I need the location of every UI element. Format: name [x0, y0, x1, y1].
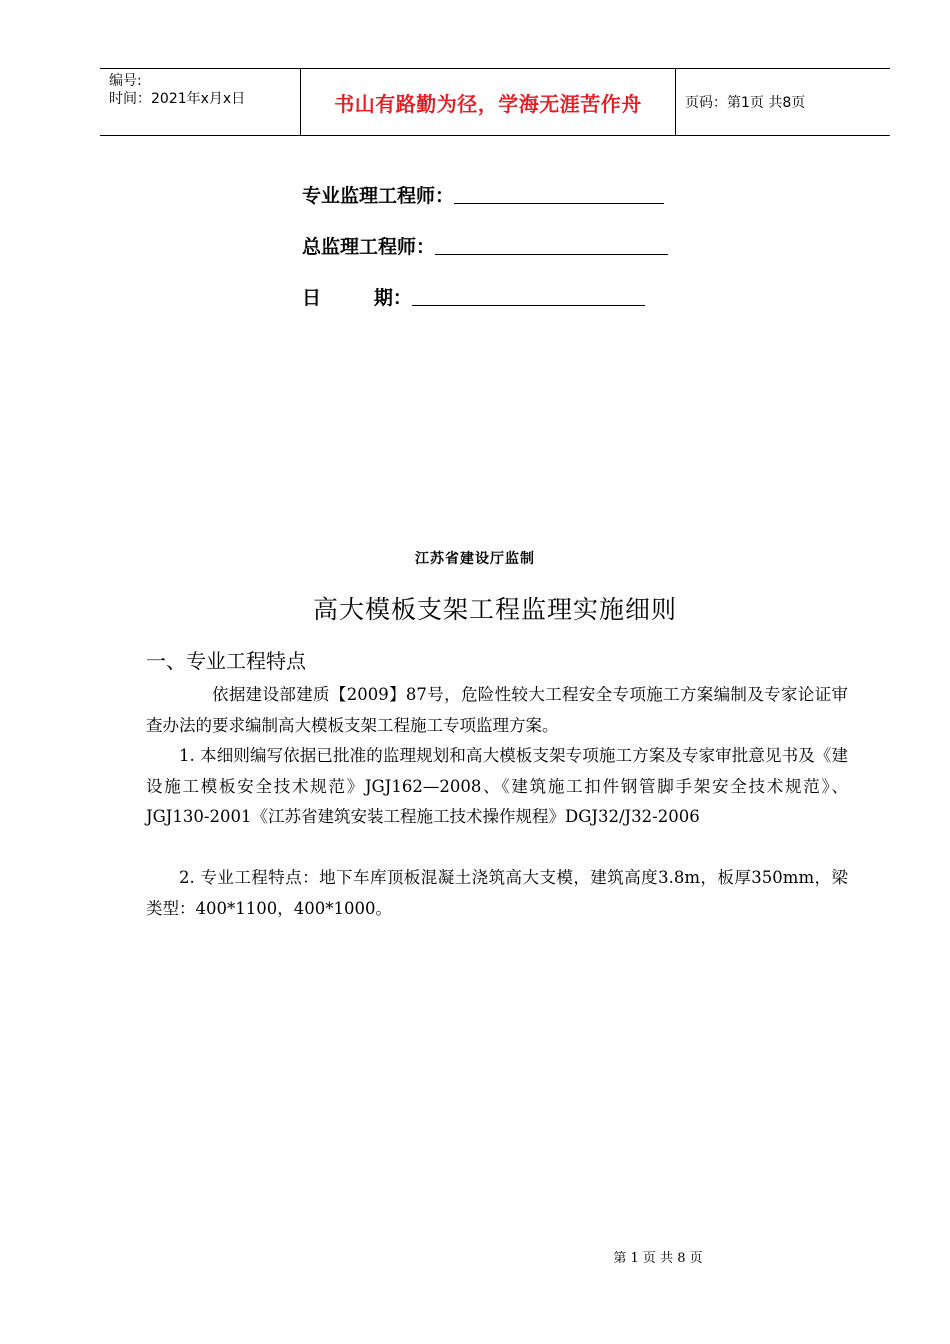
- body-paragraph: 1. 本细则编写依据已批准的监理规划和高大模板支架专项施工方案及专家审批意见书及《建设施工模板安全技术规范》JGJ162—2008、《建筑施工扣件钢管脚手架安全技术规范》、JGJ130-2001《江苏省建筑安装工程施工技术操作规程》DGJ32/J32-2006: [146, 746, 848, 826]
- signature-blank-line: [412, 304, 645, 306]
- signature-label: 日 期：: [302, 287, 412, 309]
- body-paragraph: 依据建设部建质【2009】87号，危险性较大工程安全专项施工方案编制及专家论证审查办法的要求编制高大模板支架工程施工专项监理方案。: [146, 685, 848, 735]
- header-meta: [100, 69, 301, 135]
- supervision-note: 江苏省建设厅监制: [415, 551, 535, 567]
- section-heading: 一、专业工程特点: [146, 649, 306, 673]
- signature-blank-line: [435, 253, 668, 255]
- header-page-number: 页码：第1页 共8页: [685, 95, 806, 111]
- signature-blank-line: [454, 202, 664, 204]
- body-paragraph: 2. 专业工程特点：地下车库顶板混凝土浇筑高大支模，建筑高度3.8m，板厚350mm，梁类型：400*1100，400*1000。: [146, 868, 848, 918]
- document-time-label: 时间：2021年x月x日: [109, 91, 246, 107]
- document-title: 高大模板支架工程监理实施细则: [312, 595, 677, 624]
- signature-label: 专业监理工程师：: [302, 185, 455, 207]
- page-footer: 第 1 页 共 8 页: [613, 1251, 703, 1266]
- signature-row-date: [302, 283, 645, 310]
- page-header: [100, 68, 890, 136]
- header-motto: 书山有路勤为径，学海无涯苦作舟: [301, 69, 676, 135]
- signature-row-chief: [302, 232, 668, 259]
- signature-label: 总监理工程师：: [302, 236, 436, 258]
- signature-row-specialist: [302, 181, 664, 208]
- document-number-label: 编号:: [109, 73, 142, 89]
